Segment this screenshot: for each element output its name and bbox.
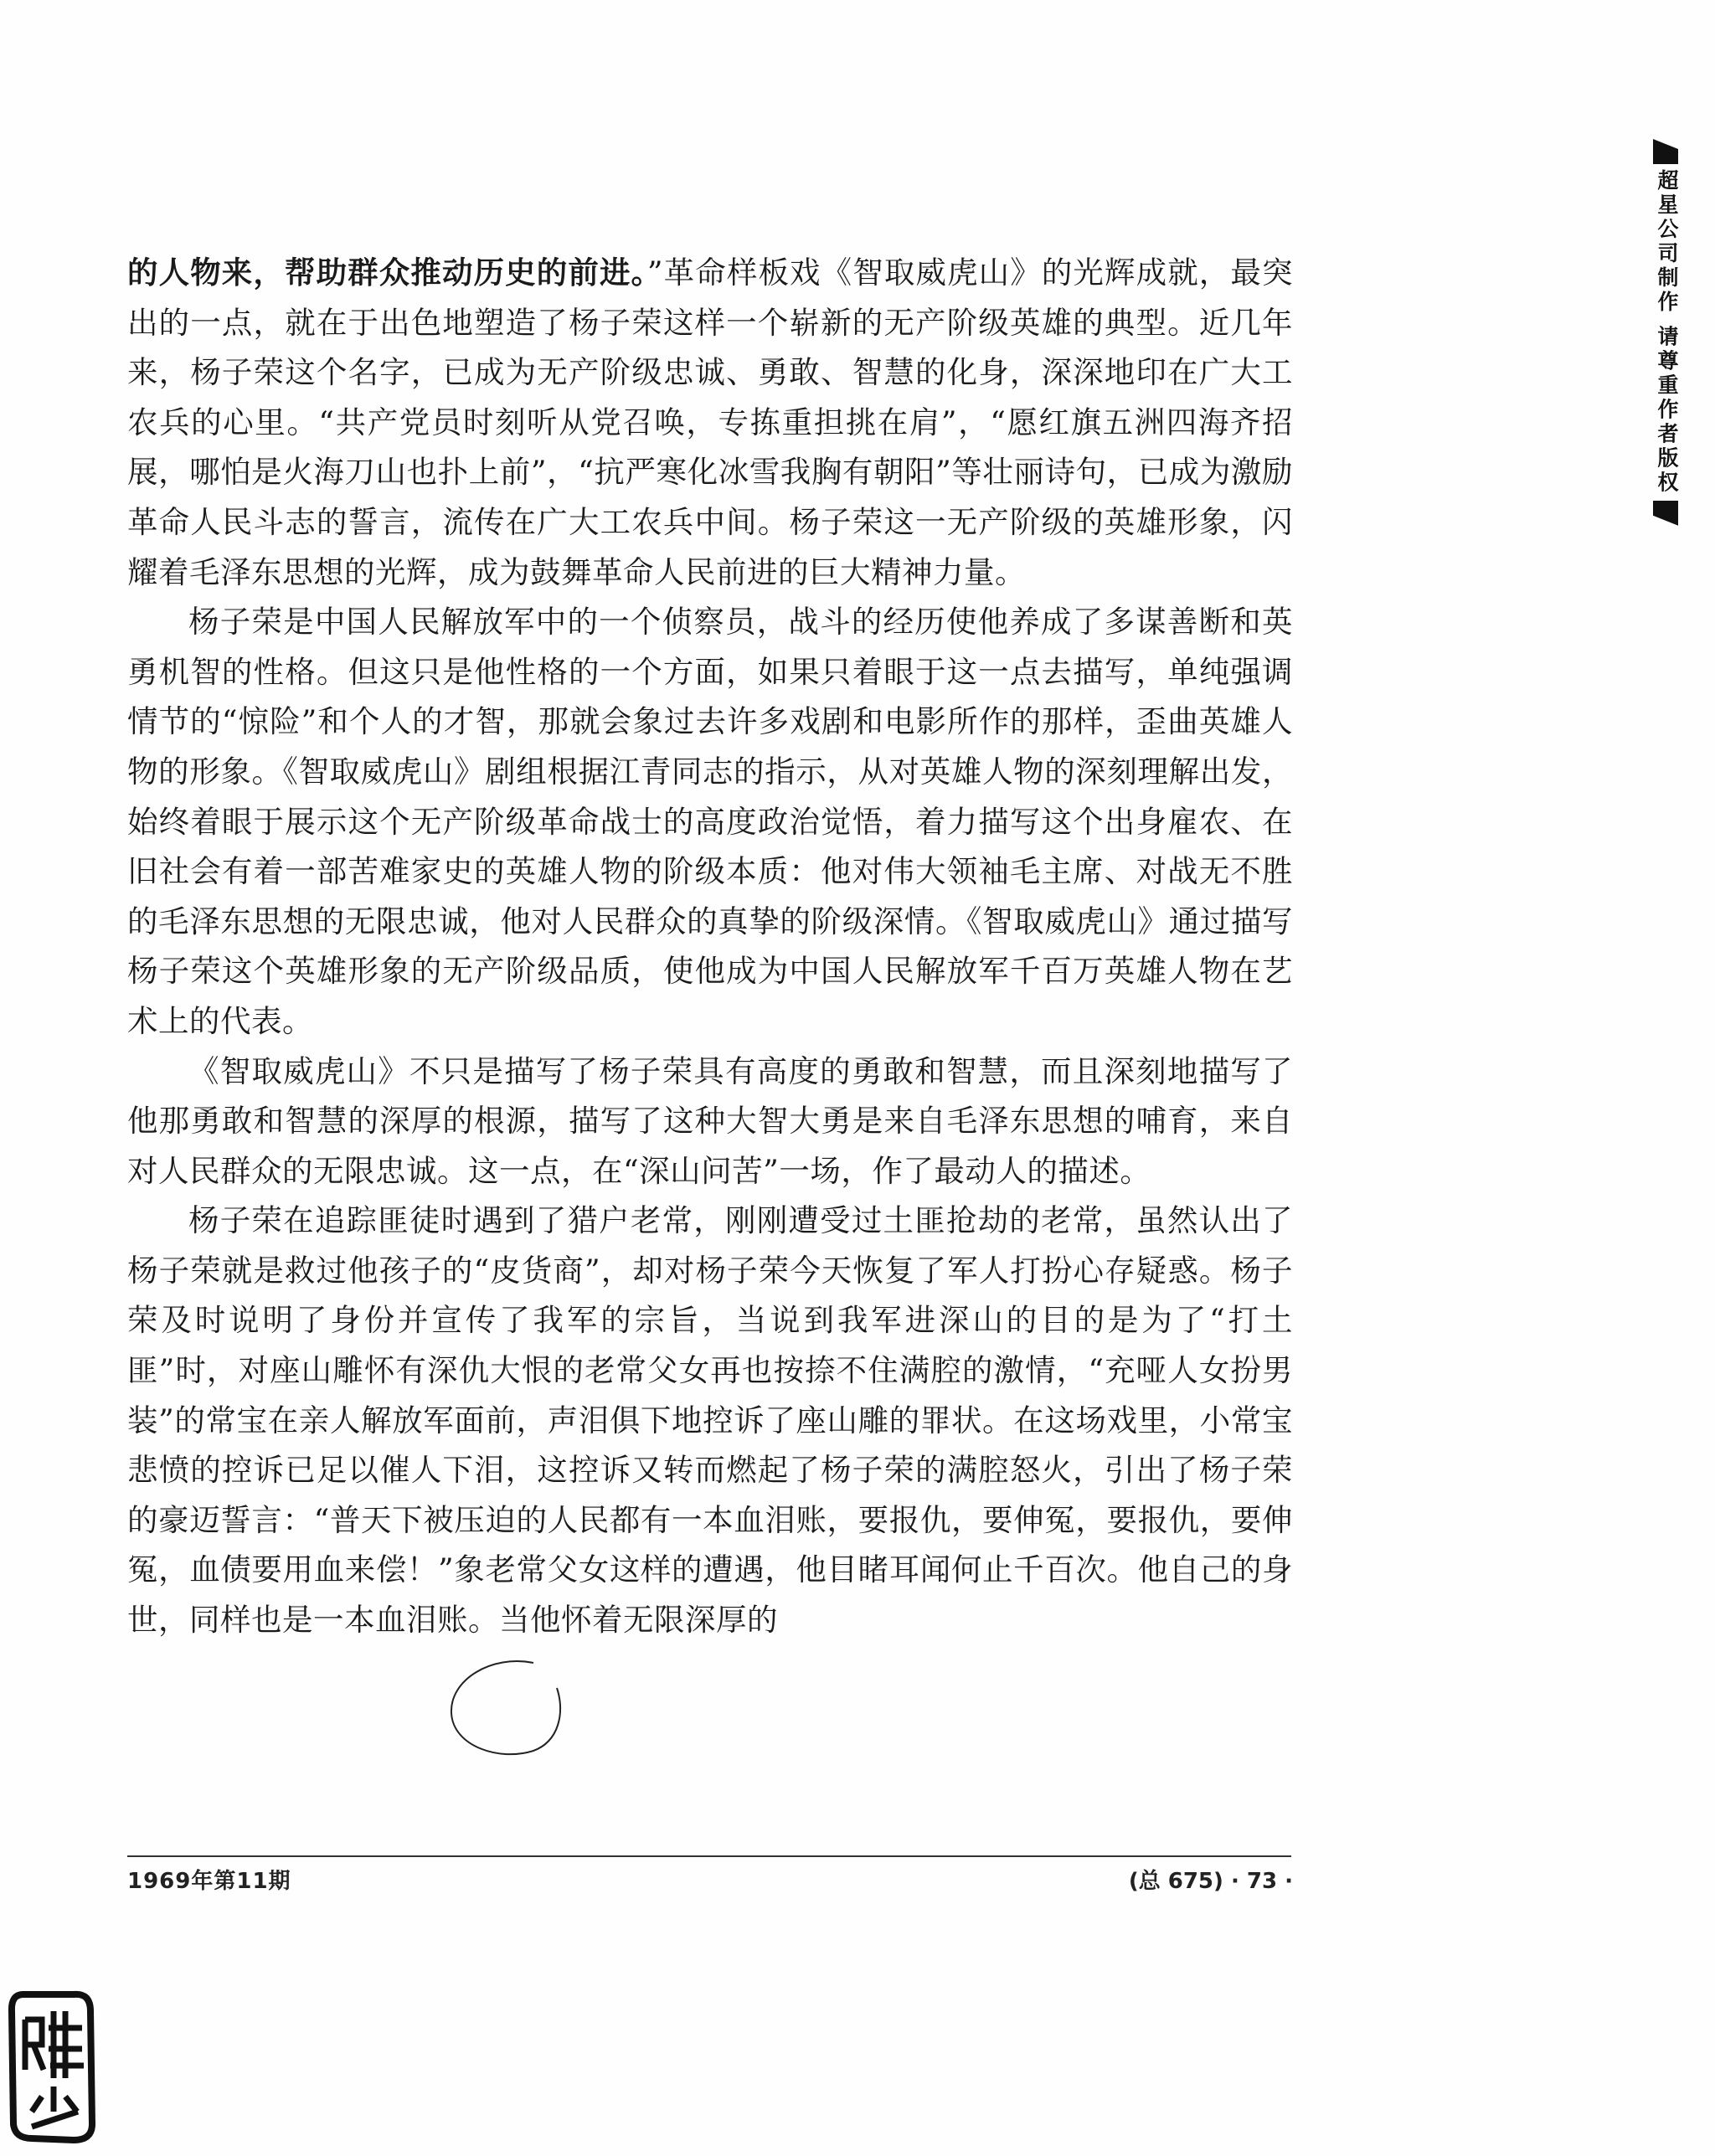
side-bar-bottom: [1653, 501, 1678, 526]
side-watermark: [1650, 139, 1683, 526]
paragraph-1-text: ”革命样板戏《智取威虎山》的光辉成就，最突出的一点，就在于出色地塑造了杨子荣这样一个崭新的无产阶级英雄的典型。近几年来，杨子荣这个名字，已成为无产阶级忠诚、勇敢、智慧的化身，深深地印在广大工农兵的心里。“共产党员时刻听从党召唤，专拣重担挑在肩”，“愿红旗五洲四海齐招展，哪怕是火海刀山也扑上前”，“抗严寒化冰雪我胸有朝阳”等壮丽诗句，已成为激励革命人民斗志的誓言，流传在广大工农兵中间。杨子荣这一无产阶级的英雄形象，闪耀着毛泽东思想的光辉，成为鼓舞革命人民前进的巨大精神力量。: [127, 255, 1294, 590]
pen-circle-mark: [441, 1654, 567, 1763]
page-number: (总 675) · 73 ·: [1128, 1869, 1293, 1894]
paragraph-4: 杨子荣在追踪匪徒时遇到了猎户老常，刚刚遭受过土匪抢劫的老常，虽然认出了杨子荣就是救过他孩子的“皮货商”，却对杨子荣今天恢复了军人打扮心存疑惑。杨子荣及时说明了身份并宣传了我军的宗旨，当说到我军进深山的目的是为了“打土匪”时，对座山雕怀有深仇大恨的老常父女再也按捺不住满腔的激情，“充哑人女扮男装”的常宝在亲人解放军面前，声泪俱下地控诉了座山雕的罪状。在这场戏里，小常宝悲愤的控诉已足以催人下泪，这控诉又转而燃起了杨子荣的满腔怒火，引出了杨子荣的豪迈誓言：“普天下被压迫的人民都有一本血泪账，要报仇，要伸冤，要报仇，要伸冤，血债要用血来偿！”象老常父女这样的遭遇，他目睹耳闻何止千百次。他自己的身世，同样也是一本血泪账。当他怀着无限深厚的: [127, 1202, 1293, 1639]
paragraph-2: 杨子荣是中国人民解放军中的一个侦察员，战斗的经历使他养成了多谋善断和英勇机智的性格。但这只是他性格的一个方面，如果只着眼于这一点去描写，单纯强调情节的“惊险”和个人的才智，那就会象过去许多戏剧和电影所作的那样，歪曲英雄人物的形象。《智取威虎山》剧组根据江青同志的指示，从对英雄人物的深刻理解出发，始终着眼于展示这个无产阶级革命战士的高度政治觉悟，着力描写这个出身雇农、在旧社会有着一部苦难家史的英雄人物的阶级本质：他对伟大领袖毛主席、对战无不胜的毛泽东思想的无限忠诚，他对人民群众的真挚的阶级深情。《智取威虎山》通过描写杨子荣这个英雄形象的无产阶级品质，使他成为中国人民解放军千百万英雄人物在艺术上的代表。: [127, 604, 1293, 1039]
article-body: [127, 248, 1293, 1645]
seal-stamp-icon: [7, 1986, 99, 2145]
paragraph-1: [127, 248, 1293, 597]
footer-rule: [127, 1855, 1291, 1857]
bold-lead-text: 的人物来，帮助群众推动历史的前进。: [127, 255, 647, 291]
side-bar-top: [1653, 139, 1678, 164]
side-watermark-text: 超星公司制作 请尊重作者版权: [1655, 169, 1679, 496]
paragraph-3: 《智取威虎山》不只是描写了杨子荣具有高度的勇敢和智慧，而且深刻地描写了他那勇敢和智慧的深厚的根源，描写了这种大智大勇是来自毛泽东思想的哺育，来自对人民群众的无限忠诚。这一点，在“深山问苦”一场，作了最动人的描述。: [127, 1052, 1293, 1189]
issue-label: 1969年第11期: [127, 1869, 291, 1894]
